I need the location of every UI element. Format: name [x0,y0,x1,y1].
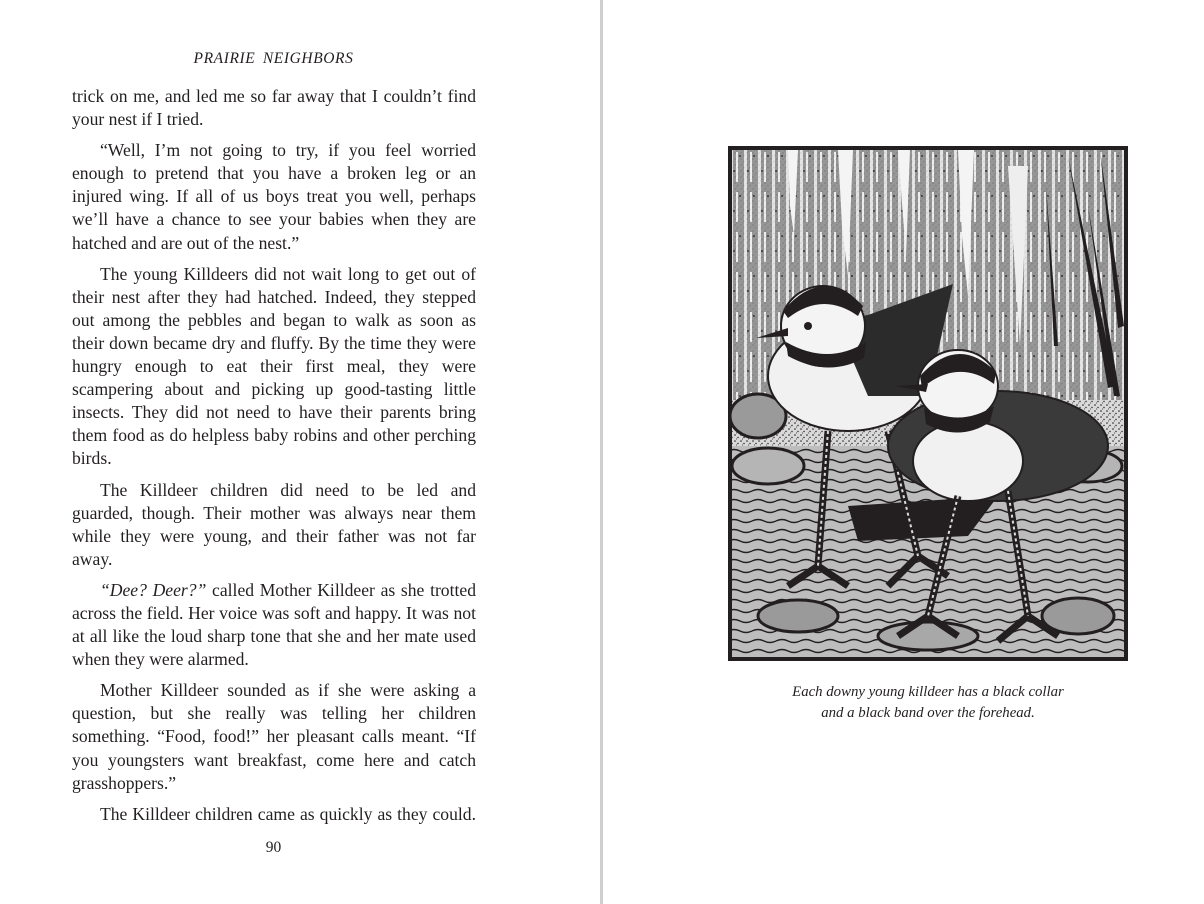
figure-caption [728,682,1128,723]
paragraph-5-text: called Mother Killdeer as she trotted across the field. Her voice was soft and happy. It was not at all like the loud sharp tone that she and her mate used when they were alarmed. [72,579,476,670]
page-number: 90 [265,839,282,856]
right-page [603,0,1204,904]
caption-line-2: and a black band over the forehead. [821,704,1035,721]
left-page [0,0,600,904]
body-text [72,85,476,834]
paragraph-7: The Killdeer children came as quickly as they could. [100,803,476,824]
paragraph-4: The Killdeer children did need to be led and guarded, though. Their mother was always near them while they were young, and their father was not far away. [72,479,476,569]
paragraph-2: “Well, I’m not going to try, if you feel worried enough to pretend that you have a broken leg or an injured wing. If all of us boys treat you well, perhaps we’ll have a chance to see your babies when they are hatched and are out of the nest.” [72,140,476,253]
illustration-image [728,146,1128,661]
running-head: PRAIRIE NEIGHBORS [193,50,354,67]
paragraph-6: Mother Killdeer sounded as if she were asking a question, but she really was telling her children something. “Food, food!” her pleasant calls meant. “If you youngsters want breakfast, come here and catch grasshoppers.” [72,680,476,793]
paragraph-1: trick on me, and led me so far away that I couldn’t find your nest if I tried. [72,86,476,130]
italic-call: “Dee? Deer?” [100,579,207,600]
caption-line-1: Each downy young killdeer has a black collar [792,684,1064,700]
paragraph-3: The young Killdeers did not wait long to get out of their nest after they had hatched. Indeed, they stepped out among the pebbles and began to walk as soon as their down became dry and fluffy. By the time they were hungry enough to eat their first meal, they were scampering about and picking up good-tasting little insects. They did not need to have their parents bring them food as do helpless baby robins and other perching birds. [72,263,476,469]
paragraph-5 [72,579,476,671]
killdeer-illustration [728,146,1128,661]
